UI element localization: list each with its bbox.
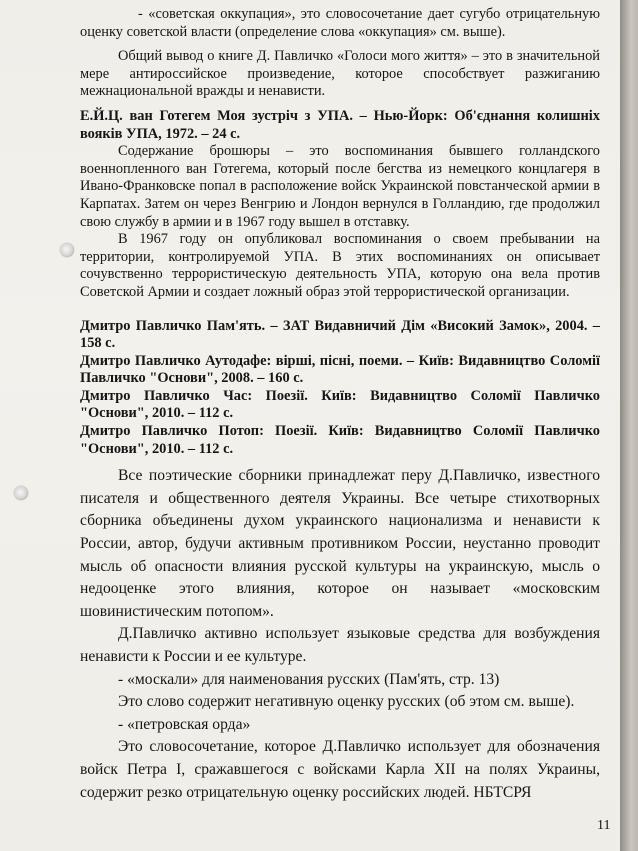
list-item: - «москали» для наименования русских (Пам'ять, стр. 13): [118, 670, 500, 688]
punch-hole-icon: [60, 243, 74, 257]
page-edge-shadow: [620, 0, 638, 851]
page-text: [80, 6, 600, 804]
paragraph: Все поэтические сборники принадлежат перу Д.Павличко, известного писателя и общественного деятеля Украины. Все четыре стихотворных сборника объединены духом украинского национализма и ненависти к России, автор, будучи активным противником России, неустанно проводит мысль об опасности влияния русской культуры на украинскую, мысль о недооценке этого влияния, которое он называет «московским шовинистическим потопом».: [80, 467, 600, 620]
paragraph: В 1967 году он опубликовал воспоминания о своем пребывании на территории, контролируемой УПА. В этих воспоминаниях он описывает сочувственно террористическую деятельность УПА, которую она вела против Советской Армии и создает ложный образ этой террористической организации.: [80, 231, 600, 300]
paragraph: Содержание брошюры – это воспоминания бывшего голландского военнопленного ван Готегема, который после бегства из немецкого концлагеря в Ивано-Франковске попал в расположение войск Украинской повстанческой армии в Карпатах. Затем он через Венгрию и Лондон вернулся в Голландию, где продолжил свою службу в армии и в 1967 году вышел в отставку.: [80, 143, 600, 230]
lower-text-block: [80, 465, 600, 804]
bibliography-entry: Дмитро Павличко Пам'ять. – ЗАТ Видавничий Дім «Високий Замок», 2004. – 158 с.: [80, 317, 600, 352]
bibliography-entry: Дмитро Павличко Час: Поезії. Київ: Видавництво Соломії Павличко "Основи", 2010. – 112 с.: [80, 387, 600, 422]
list-item: - «петровская орда»: [118, 715, 251, 733]
paragraph: Это слово содержит негативную оценку русских (об этом см. выше).: [118, 693, 575, 711]
paragraph: Это словосочетание, которое Д.Павличко использует для обозначения войск Петра I, сражавшегося с войсками Карла XII на полях Украины, содержит резко отрицательную оценку российских людей. НБТСРЯ: [80, 738, 600, 801]
bibliography-entry: Дмитро Павличко Аутодафе: вірші, пісні, поеми. – Київ: Видавництво Соломії Павличко "Основи", 2008. – 160 с.: [80, 352, 600, 387]
paragraph: Общий вывод о книге Д. Павличко «Голоси мого життя» – это в значительной мере антироссийское произведение, которое способствует разжиганию межнациональной вражды и ненависти.: [80, 48, 600, 100]
bibliography-entry: Дмитро Павличко Потоп: Поезії. Київ: Видавництво Соломії Павличко "Основи", 2010. – 112 с.: [80, 423, 600, 457]
page-number: 11: [597, 818, 611, 833]
bibliography-entry: Е.Й.Ц. ван Готегем Моя зустріч з УПА. – Нью-Йорк: Об'єднання колишніх вояків УПА, 1972. – 24 с.: [80, 107, 600, 142]
punch-hole-icon: [14, 486, 28, 500]
paragraph: - «советская оккупация», это словосочетание дает сугубо отрицательную оценку советской власти (определение слова «оккупация» см. выше).: [80, 6, 600, 40]
paragraph: Д.Павличко активно использует языковые средства для возбуждения ненависти к России и ее культуре.: [80, 625, 600, 665]
